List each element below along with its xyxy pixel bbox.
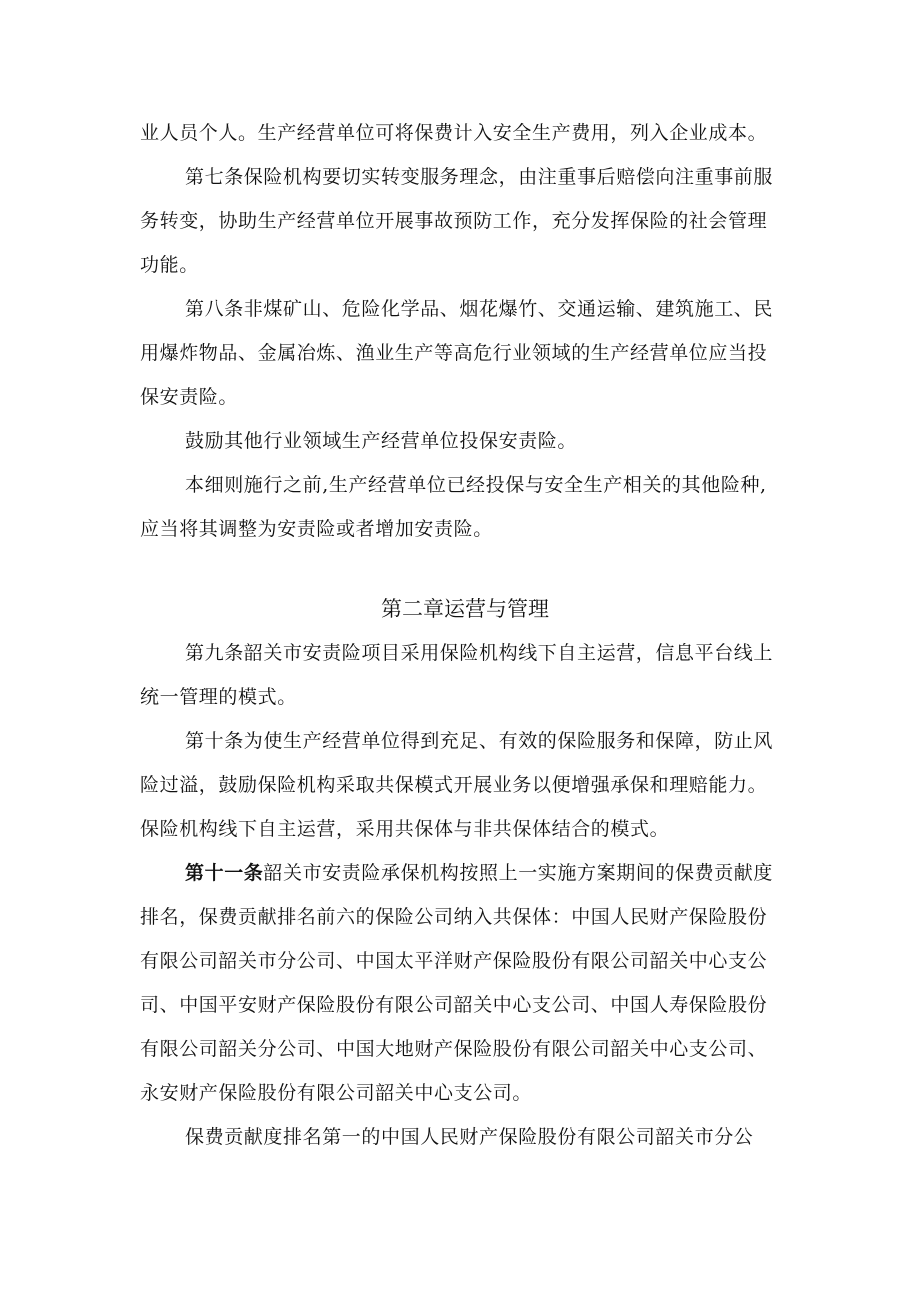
article-7-line: 务转变，协助生产经营单位开展事故预防工作，充分发挥保险的社会管理 (140, 210, 768, 232)
paragraph-line: 业人员个人。生产经营单位可将保费计入安全生产费用，列入企业成本。 (140, 122, 768, 144)
article-11-line: 有限公司韶关分公司、中国大地财产保险股份有限公司韶关中心支公司、 (140, 1038, 768, 1060)
article-11-heading: 第十一条 (185, 862, 264, 884)
article-11-line: 排名，保费贡献排名前六的保险公司纳入共保体：中国人民财产保险股份 (140, 906, 768, 928)
article-9-line: 第九条韶关市安责险项目采用保险机构线下自主运营，信息平台线上 (185, 642, 774, 664)
article-11-line (185, 860, 790, 886)
article-11-line: 有限公司韶关市分公司、中国太平洋财产保险股份有限公司韶关中心支公 (140, 950, 768, 972)
article-11-line: 司、中国平安财产保险股份有限公司韶关中心支公司、中国人寿保险股份 (140, 994, 768, 1016)
article-7-line: 第七条保险机构要切实转变服务理念，由注重事后赔偿向注重事前服 (185, 166, 774, 188)
paragraph-line: 鼓励其他行业领域生产经营单位投保安责险。 (185, 430, 578, 452)
article-10-line: 第十条为使生产经营单位得到充足、有效的保险服务和保障，防止风 (185, 730, 774, 752)
article-8-line: 保安责险。 (140, 386, 239, 408)
article-11-text: 韶关市安责险承保机构按照上一实施方案期间的保费贡献度 (263, 862, 774, 884)
paragraph-line: 本细则施行之前,生产经营单位已经投保与安全生产相关的其他险种, (185, 474, 767, 496)
article-7-line: 功能。 (140, 254, 199, 276)
article-8-line: 第八条非煤矿山、危险化学品、烟花爆竹、交通运输、建筑施工、民 (185, 298, 774, 320)
paragraph-line: 应当将其调整为安责险或者增加安责险。 (140, 518, 493, 540)
article-10-line: 保险机构线下自主运营，采用共保体与非共保体结合的模式。 (140, 818, 670, 840)
article-9-line: 统一管理的模式。 (140, 686, 297, 708)
article-8-line: 用爆炸物品、金属冶炼、渔业生产等高危行业领域的生产经营单位应当投 (140, 342, 768, 364)
article-11-line: 永安财产保险股份有限公司韶关中心支公司。 (140, 1082, 533, 1104)
article-10-line: 险过溢，鼓励保险机构采取共保模式开展业务以便增强承保和理赔能力。 (140, 774, 768, 796)
chapter-title: 第二章运营与管理 (381, 597, 549, 621)
paragraph-line: 保费贡献度排名第一的中国人民财产保险股份有限公司韶关市分公 (185, 1126, 754, 1148)
